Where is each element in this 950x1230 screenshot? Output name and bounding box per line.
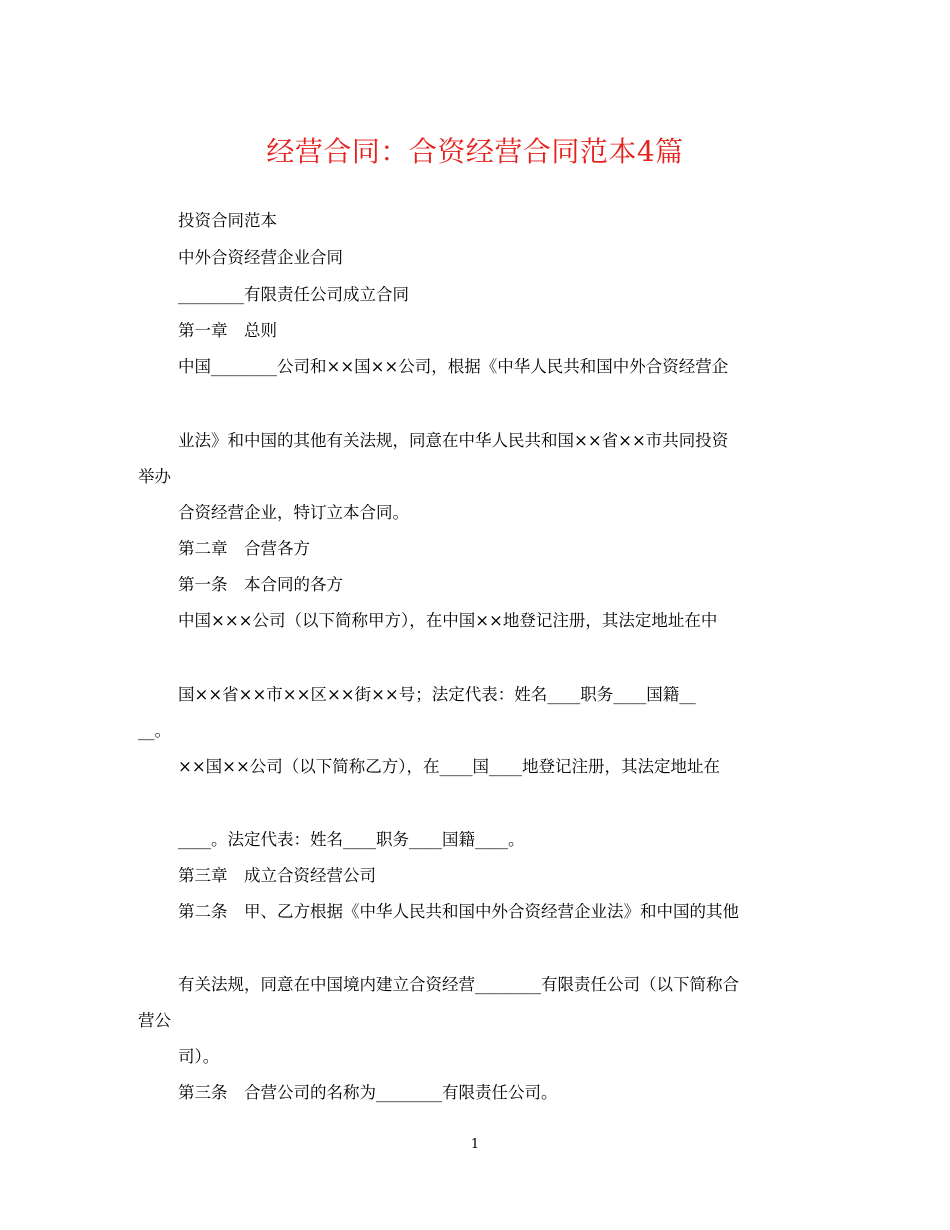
document-title: 经营合同：合资经营合同范本4篇 xyxy=(266,135,684,168)
text-line: ____。法定代表：姓名____职务____国籍____。 xyxy=(178,830,525,849)
chapter-heading: 第三章 成立合资经营公司 xyxy=(178,866,376,885)
text-line: 中国×××公司（以下简称甲方），在中国××地登记注册，其法定地址在中 xyxy=(178,611,718,630)
text-line: 举办 xyxy=(138,467,171,486)
text-line: 营公 xyxy=(138,1011,171,1030)
chapter-heading: 第一章 总则 xyxy=(178,321,277,340)
article-heading: 第一条 本合同的各方 xyxy=(178,575,343,594)
text-line: ________有限责任公司成立合同 xyxy=(178,285,409,304)
text-line: 第二条 甲、乙方根据《中华人民共和国中外合资经营企业法》和中国的其他 xyxy=(178,902,739,921)
text-line: 中外合资经营企业合同 xyxy=(178,248,343,267)
text-line: __。 xyxy=(138,721,171,740)
text-line: 有关法规，同意在中国境内建立合资经营________有限责任公司（以下简称合 xyxy=(178,975,739,994)
text-line: 投资合同范本 xyxy=(178,211,277,230)
text-line: 国××省××市××区××街××号；法定代表：姓名____职务____国籍__ xyxy=(178,685,696,704)
chapter-heading: 第二章 合营各方 xyxy=(178,539,310,558)
text-line: 第三条 合营公司的名称为________有限责任公司。 xyxy=(178,1083,558,1102)
text-line: 中国________公司和××国××公司，根据《中华人民共和国中外合资经营企 xyxy=(178,357,729,376)
text-line: 合资经营企业，特订立本合同。 xyxy=(178,503,409,522)
text-line: 司）。 xyxy=(178,1047,220,1066)
text-line: ××国××公司（以下简称乙方），在____国____地登记注册，其法定地址在 xyxy=(178,757,721,776)
text-line: 业法》和中国的其他有关法规，同意在中华人民共和国××省××市共同投资 xyxy=(178,431,729,450)
page-number: 1 xyxy=(470,1137,480,1152)
